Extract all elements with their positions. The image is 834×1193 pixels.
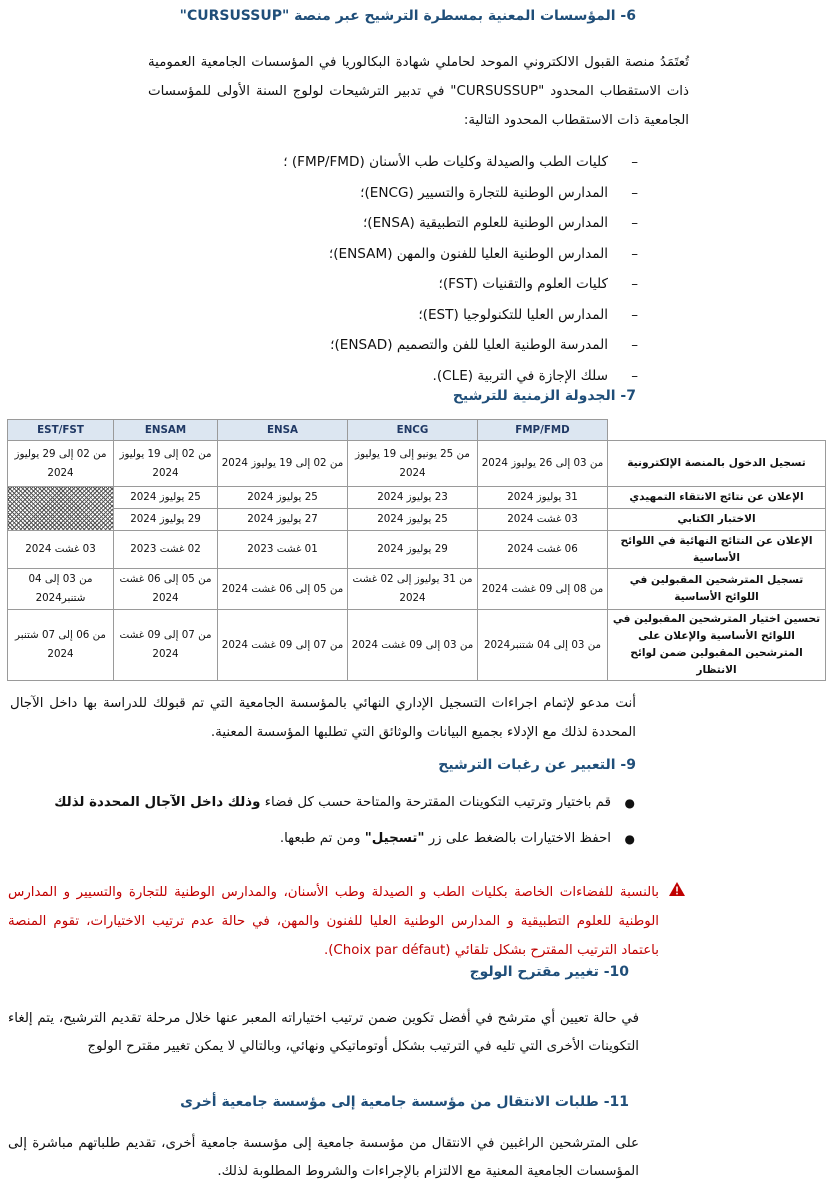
schedule-table <box>7 419 826 681</box>
list-item <box>283 330 640 361</box>
section9-heading: 9- التعبير عن رغبات الترشيح <box>438 757 636 773</box>
list-item-text: المدارس العليا للتكنولوجيا (EST)؛ <box>418 306 608 323</box>
table-cell: 25 يوليوز 2024 <box>218 487 348 509</box>
bullet2-end: ومن تم طبعها. <box>279 831 361 846</box>
bullet1-text: قم باختيار وترتيب التكوينات المقترحة والمتاحة حسب كل فضاء <box>264 795 611 810</box>
column-header: EST/FST <box>8 420 114 441</box>
table-cell: من 06 إلى 07 شتنبر 2024 <box>8 610 114 681</box>
table-cell: من 25 يونيو إلى 19 يوليوز 2024 <box>348 441 478 487</box>
institutions-list <box>283 147 640 391</box>
row-label: الاختبار الكتابي <box>608 509 826 531</box>
list-item-text: كليات العلوم والتقنيات (FST)؛ <box>438 276 608 292</box>
table-cell: 29 يوليوز 2024 <box>348 531 478 569</box>
list-item-text: سلك الإجازة في التربية (CLE). <box>432 367 608 384</box>
list-item-text: المدارس الوطنية للعلوم التطبيقية (ENSA)؛ <box>362 215 608 231</box>
list-item-text: كليات الطب والصيدلة وكليات طب الأسنان (FMP/FMD) ؛ <box>283 154 608 170</box>
table-cell: 31 يوليوز 2024 <box>478 487 608 509</box>
register-button-label: "تسجيل" <box>364 831 425 846</box>
table-cell: من 03 إلى 04 شتنبر2024 <box>8 569 114 610</box>
hatched-cell <box>8 487 114 531</box>
table-row <box>8 531 826 569</box>
row-label: تسجيل المترشحين المقبولين في اللوائح الأساسية <box>608 569 826 610</box>
list-item <box>283 239 640 270</box>
table-cell: 03 غشت 2024 <box>8 531 114 569</box>
table-corner <box>608 420 826 441</box>
list-item-text: المدارس الوطنية للتجارة والتسيير (ENCG)؛ <box>360 184 608 201</box>
dash-icon: – <box>631 276 638 292</box>
table-row <box>8 509 826 531</box>
column-header: FMP/FMD <box>478 420 608 441</box>
dash-icon: – <box>631 337 638 353</box>
table-cell: 01 غشت 2023 <box>218 531 348 569</box>
warning-text: بالنسبة للفضاءات الخاصة بكليات الطب و الصيدلة وطب الأسنان، والمدارس الوطنية للتجارة والتسيير و المدارس الوطنية للعلوم التطبيقية و المدارس الوطنية العليا للفنون والمهن، في حالة عدم ترتيب الاختيارات، تقوم المنصة باعتماد الترتيب المقترح بشكل تلقائي (Choix par défaut). <box>8 885 659 958</box>
section10-text: في حالة تعيين أي مترشح في أفضل تكوين ضمن ترتيب اختياراته المعبر عنها خلال مرحلة تقديم الترشيح، يتم إلغاء التكوينات الأخرى التي تليه في الترتيب بشكل أوتوماتيكي ونهائي، وبالتالي لا يمكن تغيير مقترح الولوج <box>8 1011 639 1054</box>
list-item <box>8 790 639 816</box>
bullet1-bold: وذلك داخل الآجال المحددة لذلك <box>54 795 261 810</box>
column-header: ENCG <box>348 420 478 441</box>
table-cell: 06 غشت 2024 <box>478 531 608 569</box>
choices-list <box>8 790 639 852</box>
dash-icon: – <box>631 367 638 384</box>
warning-triangle-icon <box>668 881 686 897</box>
section11-text: على المترشحين الراغبين في الانتقال من مؤسسة جامعية إلى مؤسسة جامعية أخرى، تقديم طلباتهم مباشرة إلى المؤسسات الجامعية المعنية مع الالتزام بالإجراءات والشروط المطلوبة لذلك. <box>8 1136 639 1179</box>
section8-text: أنت مدعو لإتمام اجراءات التسجيل الإداري النهائي بالمؤسسة الجامعية التي تم قبولك للدراسة بها داخل الآجال المحددة لذلك مع الإدلاء بجميع البيانات والوثائق التي تطلبها المؤسسة المعنية. <box>10 696 636 740</box>
bullet-icon: ● <box>624 832 635 846</box>
section7-heading: 7- الجدولة الزمنية للترشيح <box>452 388 636 404</box>
dash-icon: – <box>631 245 638 262</box>
table-cell: من 03 إلى 04 شتنبر2024 <box>478 610 608 681</box>
table-cell: من 05 إلى 06 غشت 2024 <box>218 569 348 610</box>
bullet2-text: احفظ الاختيارات بالضغط على زر <box>428 831 611 846</box>
table-cell: من 02 إلى 29 يوليوز 2024 <box>8 441 114 487</box>
table-cell: من 07 إلى 09 غشت 2024 <box>218 610 348 681</box>
table-cell: من 03 إلى 26 يوليوز 2024 <box>478 441 608 487</box>
table-cell: من 05 إلى 06 غشت 2024 <box>114 569 218 610</box>
dash-icon: – <box>631 215 638 231</box>
row-label: الإعلان عن نتائج الانتقاء التمهيدي <box>608 487 826 509</box>
table-cell: 03 غشت 2024 <box>478 509 608 531</box>
list-item <box>283 147 640 178</box>
list-item <box>283 361 640 392</box>
table-cell: من 02 إلى 19 يوليوز 2024 <box>114 441 218 487</box>
bullet-icon: ● <box>624 796 635 810</box>
table-row <box>8 569 826 610</box>
table-cell: 02 غشت 2023 <box>114 531 218 569</box>
table-cell: من 03 إلى 09 غشت 2024 <box>348 610 478 681</box>
row-label: الإعلان عن النتائج النهائية في اللوائح الأساسية <box>608 531 826 569</box>
row-label: تسجيل الدخول بالمنصة الإلكترونية <box>608 441 826 487</box>
section6-intro: تُعتَمَدُ منصة القبول الالكتروني الموحد لحاملي شهادة البكالوريا في المؤسسات الجامعية العمومية ذات الاستقطاب المحدود "CURSUSSUP" في تدبير الترشيحات لولوج السنة الأولى للمؤسسات الجامعية ذات الاستقطاب المحدود التالية: <box>148 55 689 128</box>
table-cell: 25 يوليوز 2024 <box>348 509 478 531</box>
section10-heading: 10- تغيير مقترح الولوج <box>469 964 629 980</box>
list-item-text: المدارس الوطنية العليا للفنون والمهن (ENSAM)؛ <box>328 245 608 262</box>
list-item <box>283 208 640 239</box>
table-row <box>8 610 826 681</box>
list-item <box>283 178 640 209</box>
list-item <box>8 826 639 852</box>
dash-icon: – <box>631 184 638 201</box>
list-item <box>283 269 640 300</box>
table-cell: من 08 إلى 09 غشت 2024 <box>478 569 608 610</box>
table-cell: من 31 يوليوز إلى 02 غشت 2024 <box>348 569 478 610</box>
table-cell: من 02 إلى 19 يوليوز 2024 <box>218 441 348 487</box>
table-row <box>8 487 826 509</box>
table-cell: 23 يوليوز 2024 <box>348 487 478 509</box>
dash-icon: – <box>631 306 638 323</box>
section6-heading: 6- المؤسسات المعنية بمسطرة الترشيح عبر منصة "CURSUSSUP" <box>179 8 636 24</box>
table-cell: 25 يوليوز 2024 <box>114 487 218 509</box>
table-cell: 27 يوليوز 2024 <box>218 509 348 531</box>
column-header: ENSA <box>218 420 348 441</box>
table-row <box>8 441 826 487</box>
list-item <box>283 300 640 331</box>
section11-heading: 11- طلبات الانتقال من مؤسسة جامعية إلى مؤسسة جامعية أخرى <box>180 1094 629 1110</box>
row-label: تحسين اختيار المترشحين المقبولين في اللوائح الأساسية والإعلان على المترشحين المقبولين ضمن لوائح الانتظار <box>608 610 826 681</box>
dash-icon: – <box>631 154 638 170</box>
table-cell: 29 يوليوز 2024 <box>114 509 218 531</box>
list-item-text: المدرسة الوطنية العليا للفن والتصميم (ENSAD)؛ <box>330 337 608 353</box>
table-cell: من 07 إلى 09 غشت 2024 <box>114 610 218 681</box>
table-header-row <box>8 420 826 441</box>
column-header: ENSAM <box>114 420 218 441</box>
